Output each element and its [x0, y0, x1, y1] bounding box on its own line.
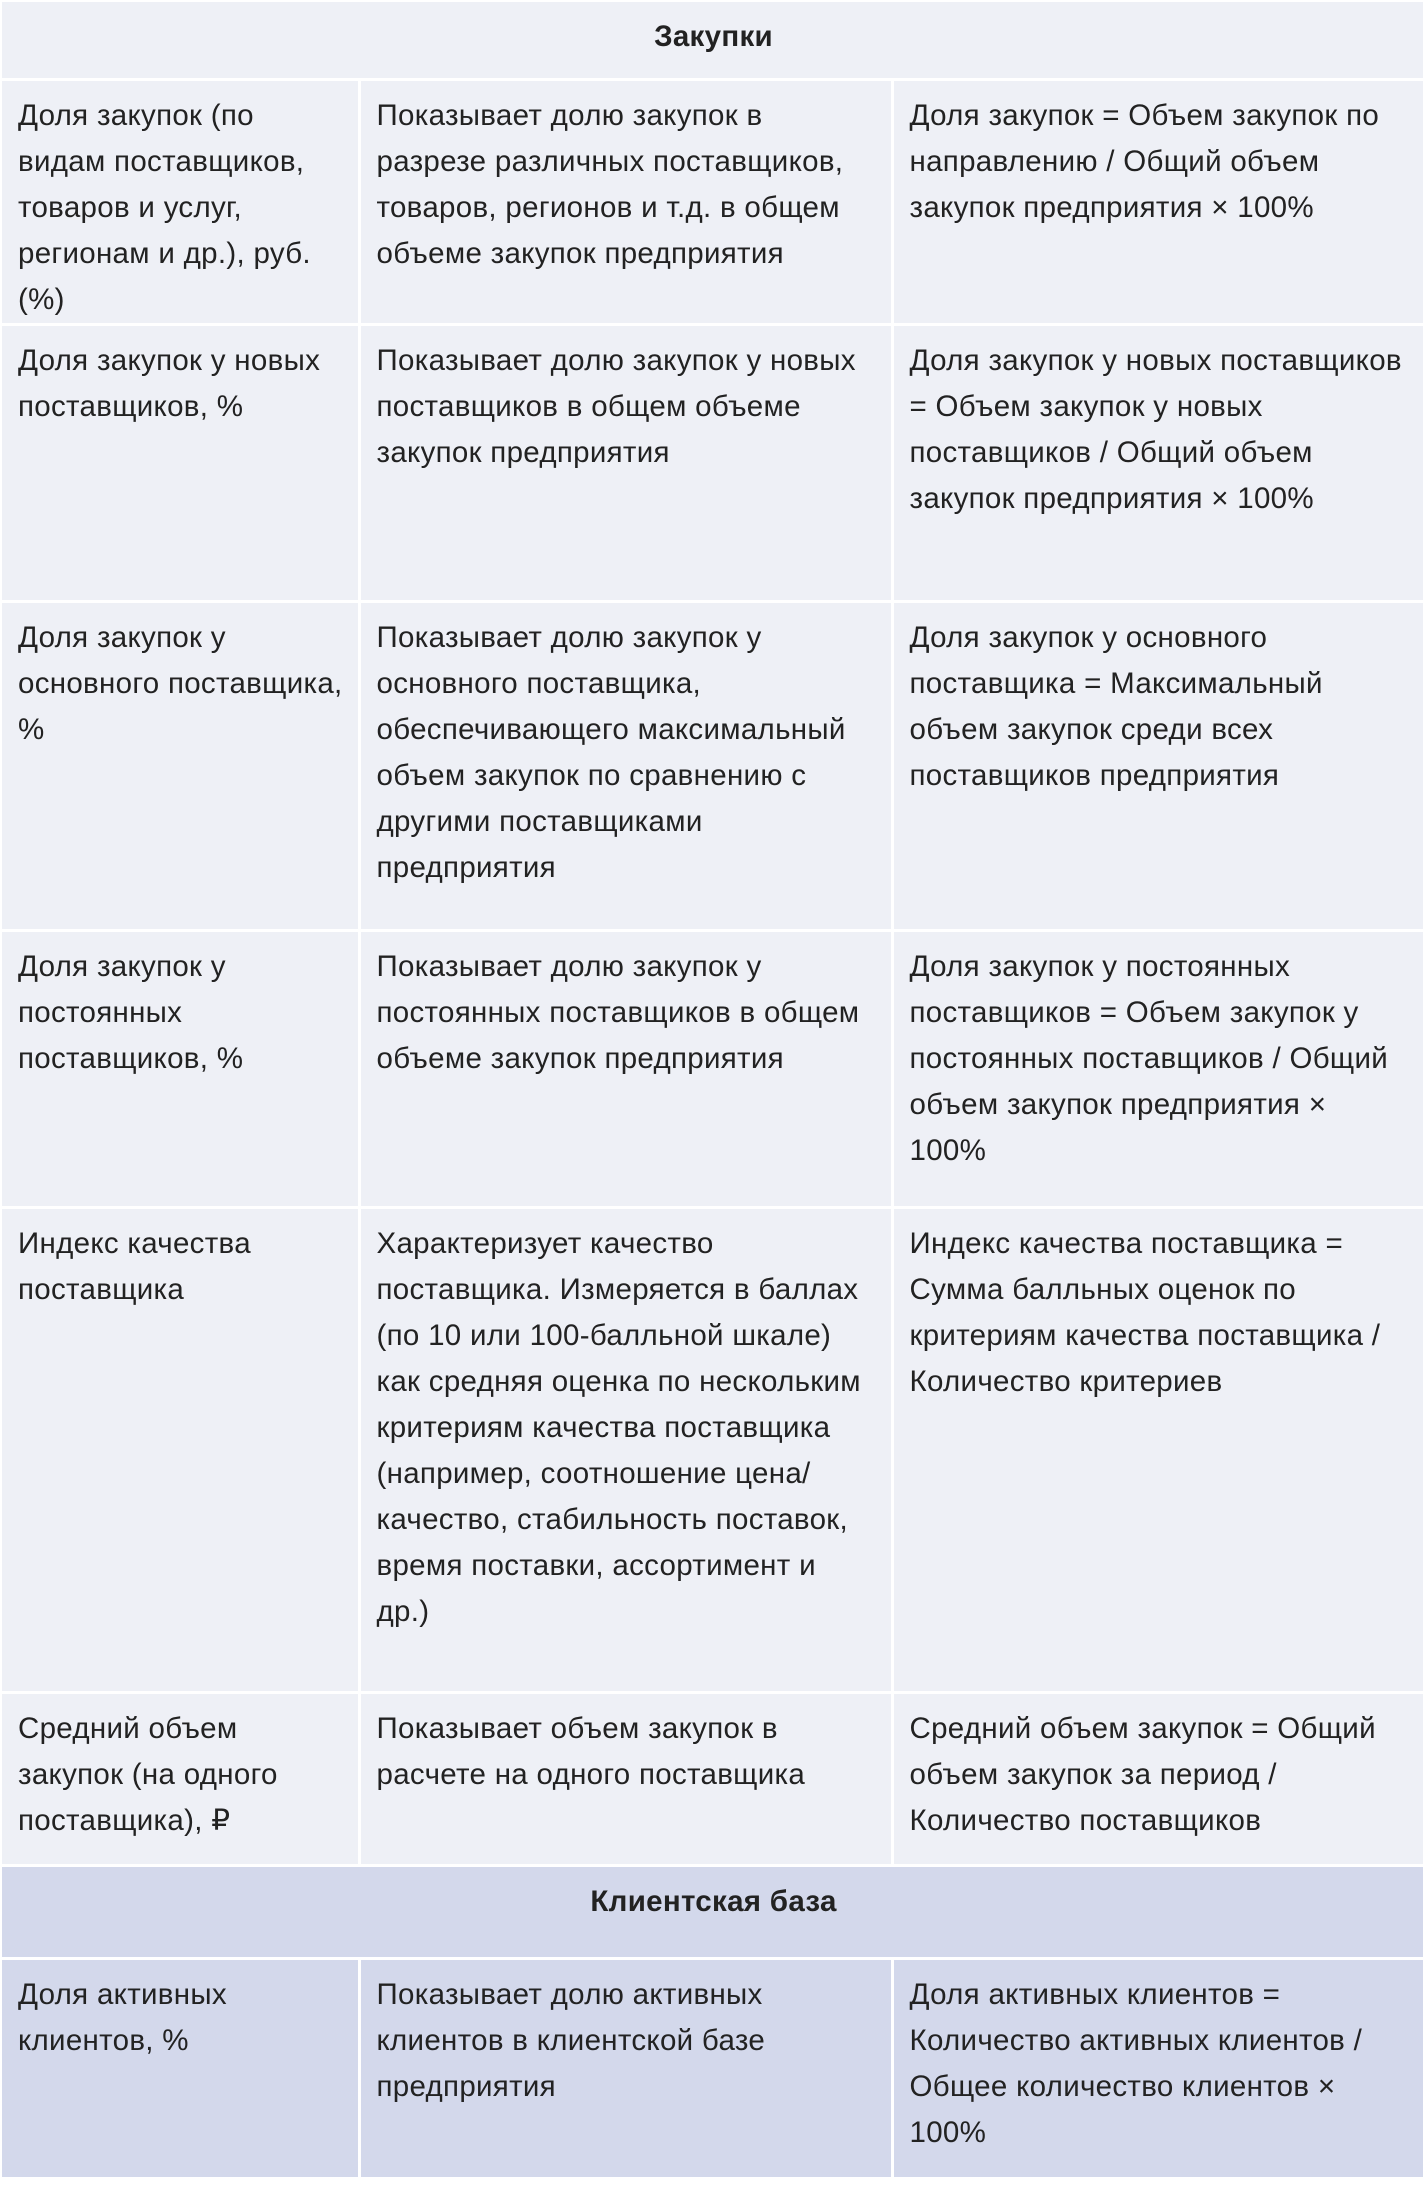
- metrics-table: [2, 2, 1423, 2180]
- table-row: [2, 602, 1423, 931]
- metric-name: Доля закупок у основного поставщика, %: [2, 602, 359, 931]
- metric-formula: Средний объем закупок = Общий объем закупок за период / Количество поставщиков: [892, 1693, 1423, 1866]
- metric-formula: Доля закупок у новых поставщиков = Объем закупок у новых поставщиков / Общий объем закупок предприятия × 100%: [892, 325, 1423, 602]
- metric-name: Доля активных клиентов, %: [2, 1959, 359, 2179]
- metric-formula: Доля активных клиентов = Количество активных клиентов / Общее количество клиентов × 100%: [892, 1959, 1423, 2179]
- metric-description: Показывает долю закупок у постоянных поставщиков в общем объеме закупок предприятия: [359, 931, 892, 1208]
- metric-name: Доля закупок (по видам поставщиков, товаров и услуг, регионам и др.), руб. (%): [2, 80, 359, 325]
- metric-name: Доля закупок у новых поставщиков, %: [2, 325, 359, 602]
- metric-formula: Доля закупок у основного поставщика = Максимальный объем закупок среди всех поставщиков предприятия: [892, 602, 1423, 931]
- section-title: Закупки: [2, 2, 1423, 80]
- metric-description: Показывает объем закупок в расчете на одного поставщика: [359, 1693, 892, 1866]
- section-title: Клиентская база: [2, 1866, 1423, 1959]
- table-row: [2, 80, 1423, 325]
- section-header-purchases: [2, 2, 1423, 80]
- metric-description: Показывает долю закупок у основного поставщика, обеспечивающего максимальный объем закупок по сравнению с другими поставщиками предприятия: [359, 602, 892, 931]
- table-row: [2, 325, 1423, 602]
- metric-description: Показывает долю закупок в разрезе различных поставщиков, товаров, регионов и т.д. в общем объеме закупок предприятия: [359, 80, 892, 325]
- section-header-clients: [2, 1866, 1423, 1959]
- metric-formula: Индекс качества поставщика = Сумма балльных оценок по критериям качества поставщика / Количество критериев: [892, 1208, 1423, 1693]
- metric-description: Показывает долю закупок у новых поставщиков в общем объеме закупок предприятия: [359, 325, 892, 602]
- table-row: [2, 1693, 1423, 1866]
- metric-name: Средний объем закупок (на одного поставщика), ₽: [2, 1693, 359, 1866]
- table-row: [2, 1208, 1423, 1693]
- metric-name: Доля закупок у постоянных поставщиков, %: [2, 931, 359, 1208]
- table-row: [2, 931, 1423, 1208]
- metric-name: Индекс качества поставщика: [2, 1208, 359, 1693]
- metric-description: Характеризует качество поставщика. Измеряется в баллах (по 10 или 100-балльной шкале) как средняя оценка по нескольким критериям качества поставщика (например, соотношение цена/качество, стабильность поставок, время поставки, ассортимент и др.): [359, 1208, 892, 1693]
- metric-formula: Доля закупок у постоянных поставщиков = Объем закупок у постоянных поставщиков / Общий объем закупок предприятия × 100%: [892, 931, 1423, 1208]
- table-row: [2, 1959, 1423, 2179]
- metric-formula: Доля закупок = Объем закупок по направлению / Общий объем закупок предприятия × 100%: [892, 80, 1423, 325]
- metric-description: Показывает долю активных клиентов в клиентской базе предприятия: [359, 1959, 892, 2179]
